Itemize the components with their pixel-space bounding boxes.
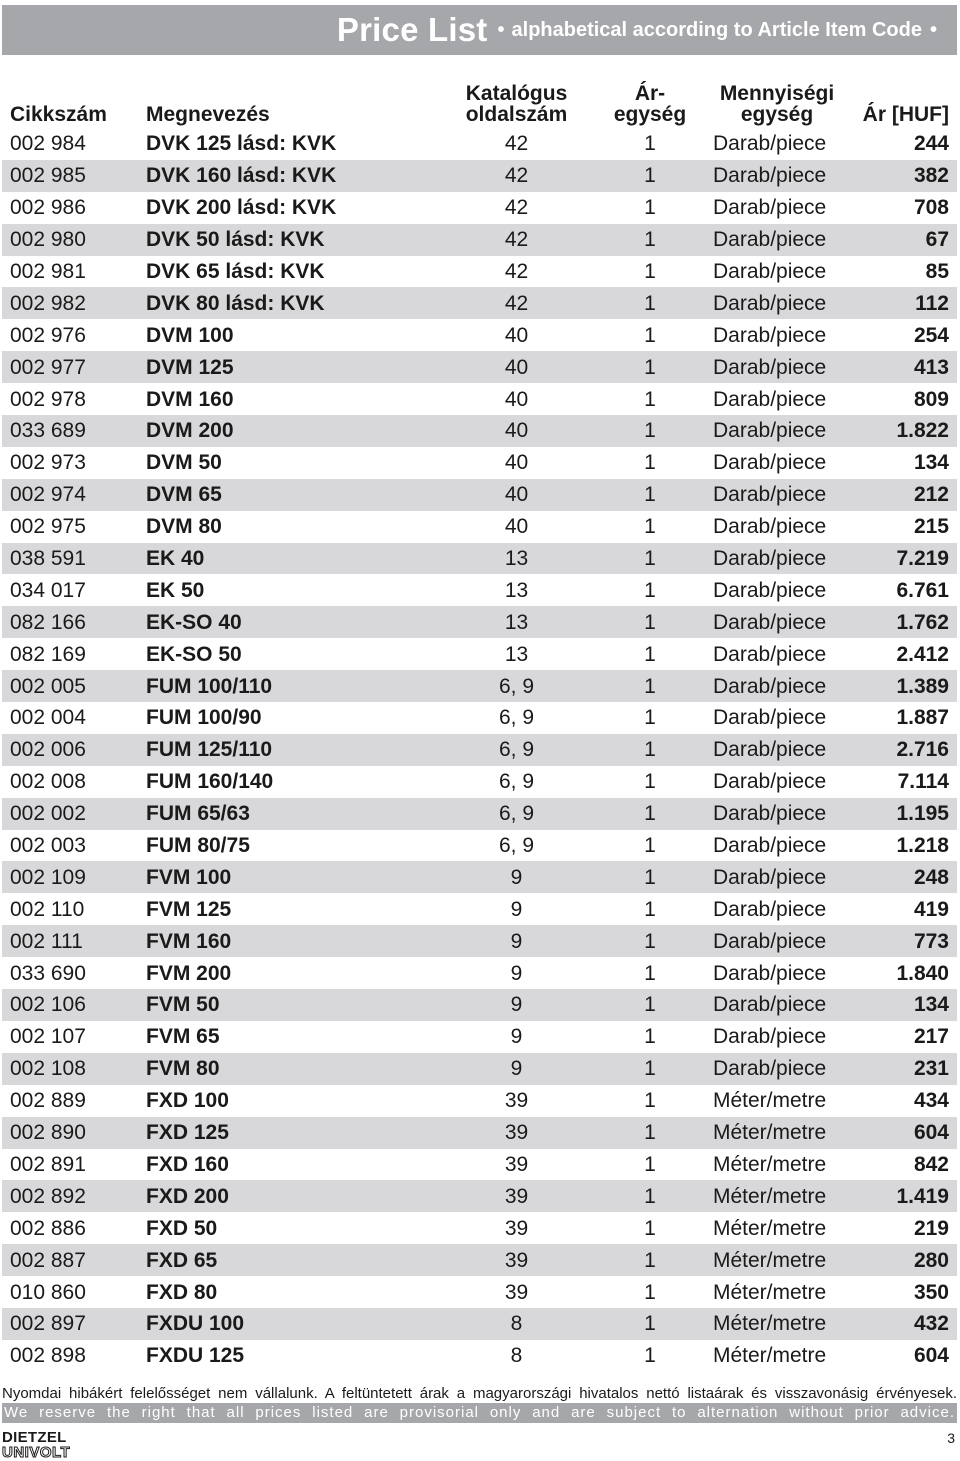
- cell-quantity-unit: Méter/metre: [713, 1152, 827, 1176]
- table-row: [2, 957, 957, 989]
- table-row: [2, 1212, 957, 1244]
- cell-code: 002 111: [2, 925, 146, 957]
- cell-code: 034 017: [10, 578, 86, 602]
- cell-price-unit: 1: [594, 1180, 706, 1212]
- cell-price: 434: [913, 1089, 949, 1113]
- table-row: [2, 256, 957, 288]
- table-row: [2, 925, 957, 957]
- cell-price: 809: [913, 387, 949, 411]
- table-row: [2, 702, 957, 734]
- cell-name: FVM 160: [146, 925, 439, 957]
- logo-line-univolt: UNIVOLT: [2, 1444, 71, 1461]
- cell-code: 002 982: [2, 287, 146, 319]
- cell-code: 002 986: [10, 196, 86, 220]
- cell-code: 002 890: [2, 1117, 146, 1149]
- cell-price-unit: 1: [594, 351, 706, 383]
- cell-catalog-page: 13: [439, 543, 594, 575]
- cell-catalog-page: 40: [504, 451, 529, 475]
- catalog-header-line2: oldalszám: [465, 103, 568, 126]
- cell-quantity-unit: Darab/piece: [713, 323, 827, 347]
- cell-name: FUM 65/63: [146, 798, 439, 830]
- cell-price: 280: [848, 1244, 957, 1276]
- cell-price-unit: 1: [644, 1025, 656, 1049]
- cell-catalog-page: 40: [504, 323, 529, 347]
- cell-price-unit: 1: [594, 670, 706, 702]
- cell-price: 1.840: [896, 961, 949, 985]
- cell-code: 002 108: [2, 1053, 146, 1085]
- cell-code: 082 166: [2, 606, 146, 638]
- cell-code: 002 977: [2, 351, 146, 383]
- cell-price-unit: 1: [644, 897, 656, 921]
- cell-price-unit: 1: [594, 798, 706, 830]
- table-row: [2, 128, 957, 160]
- table-row: [2, 1244, 957, 1276]
- cell-price: 212: [848, 479, 957, 511]
- cell-code: 002 109: [2, 861, 146, 893]
- unit-header-line2: egység: [613, 103, 687, 126]
- cell-price: 708: [913, 196, 949, 220]
- page-subtitle: alphabetical according to Article Item Code: [511, 18, 922, 41]
- cell-price-unit: 1: [594, 989, 706, 1021]
- cell-price-unit: 1: [644, 1216, 656, 1240]
- cell-catalog-page: 40: [504, 387, 529, 411]
- table-row: [2, 1021, 957, 1053]
- cell-price: 217: [913, 1025, 949, 1049]
- cell-catalog-page: 6, 9: [439, 734, 594, 766]
- cell-price-unit: 1: [594, 1308, 706, 1340]
- cell-name: EK 40: [146, 543, 439, 575]
- cell-catalog-page: 39: [439, 1244, 594, 1276]
- cell-name: EK-SO 50: [146, 642, 242, 666]
- cell-code: 002 889: [10, 1089, 86, 1113]
- cell-price-unit: 1: [644, 834, 656, 858]
- cell-catalog-page: 6, 9: [498, 834, 535, 858]
- cell-catalog-page: 9: [439, 1053, 594, 1085]
- cell-quantity-unit: Darab/piece: [713, 578, 827, 602]
- cell-quantity-unit: Méter/metre: [706, 1180, 848, 1212]
- cell-code: 002 981: [10, 260, 86, 283]
- cell-name: DVK 65 lásd: KVK: [146, 260, 325, 283]
- cell-price: 7.219: [848, 543, 957, 575]
- cell-price: 1.419: [848, 1180, 957, 1212]
- cell-name: DVM 125: [146, 351, 439, 383]
- cell-name: DVM 100: [146, 323, 234, 347]
- cell-price: 842: [913, 1152, 949, 1176]
- cell-catalog-page: 42: [504, 196, 529, 220]
- cell-price: 604: [913, 1344, 949, 1368]
- cell-name: EK 50: [146, 578, 205, 602]
- cell-price: 112: [848, 287, 957, 319]
- cell-name: FVM 80: [146, 1053, 439, 1085]
- cell-catalog-page: 39: [439, 1180, 594, 1212]
- cell-quantity-unit: Darab/piece: [713, 451, 827, 475]
- cell-quantity-unit: Darab/piece: [706, 798, 848, 830]
- cell-name: DVM 200: [146, 415, 439, 447]
- table-row: [2, 383, 957, 415]
- cell-quantity-unit: Darab/piece: [713, 1025, 827, 1049]
- cell-price: 1.887: [896, 706, 949, 730]
- cell-name: FVM 65: [146, 1025, 220, 1049]
- cell-quantity-unit: Darab/piece: [713, 770, 827, 794]
- cell-price-unit: 1: [594, 224, 706, 256]
- cell-quantity-unit: Darab/piece: [713, 387, 827, 411]
- page-title: Price List: [336, 11, 488, 48]
- cell-name: DVK 160 lásd: KVK: [146, 160, 439, 192]
- cell-code: 002 005: [2, 670, 146, 702]
- cell-code: 002 897: [2, 1308, 146, 1340]
- cell-price-unit: 1: [644, 260, 656, 283]
- cell-price-unit: 1: [594, 479, 706, 511]
- cell-price-unit: 1: [644, 1280, 656, 1304]
- cell-price-unit: 1: [644, 451, 656, 475]
- cell-quantity-unit: Darab/piece: [713, 706, 827, 730]
- cell-code: 002 891: [10, 1152, 86, 1176]
- table-row: [2, 351, 957, 383]
- cell-catalog-page: 39: [504, 1089, 529, 1113]
- cell-name: FUM 125/110: [146, 734, 439, 766]
- cell-name: DVK 80 lásd: KVK: [146, 287, 439, 319]
- cell-price-unit: 1: [594, 925, 706, 957]
- price-table: [2, 78, 957, 1372]
- cell-name: FXD 80: [146, 1280, 218, 1304]
- cell-price-unit: 1: [644, 132, 656, 156]
- cell-price-unit: 1: [644, 387, 656, 411]
- cell-code: 002 004: [10, 706, 86, 730]
- cell-quantity-unit: Méter/metre: [706, 1117, 848, 1149]
- cell-name: FUM 80/75: [146, 834, 250, 858]
- table-row: [2, 1340, 957, 1372]
- disclaimer-english: We reserve the right that all prices listed are provisorial only and are subject to alternation without prior advice.: [4, 1404, 955, 1421]
- cell-price: 248: [848, 861, 957, 893]
- cell-name: DVK 125 lásd: KVK: [146, 132, 337, 156]
- cell-catalog-page: 39: [439, 1117, 594, 1149]
- cell-name: FXD 160: [146, 1152, 229, 1176]
- table-row: [2, 511, 957, 543]
- cell-quantity-unit: Darab/piece: [713, 961, 827, 985]
- cell-price-unit: 1: [644, 642, 656, 666]
- cell-catalog-page: 40: [504, 515, 529, 539]
- cell-catalog-page: 8: [510, 1344, 523, 1368]
- cell-catalog-page: 8: [439, 1308, 594, 1340]
- cell-price: 1.195: [848, 798, 957, 830]
- cell-catalog-page: 40: [439, 479, 594, 511]
- table-row: [2, 893, 957, 925]
- cell-name: FXD 125: [146, 1117, 439, 1149]
- cell-price-unit: 1: [644, 578, 656, 602]
- cell-price: 85: [925, 260, 949, 283]
- cell-price-unit: 1: [644, 706, 656, 730]
- cell-price-unit: 1: [594, 543, 706, 575]
- cell-code: 002 892: [2, 1180, 146, 1212]
- table-row: [2, 1180, 957, 1212]
- quantity-header-line2: egység: [740, 103, 814, 126]
- cell-price: 1.762: [848, 606, 957, 638]
- cell-code: 010 860: [10, 1280, 86, 1304]
- cell-catalog-page: 6, 9: [439, 798, 594, 830]
- cell-code: 002 984: [10, 132, 86, 156]
- cell-name: FXD 50: [146, 1216, 218, 1240]
- cell-price-unit: 1: [594, 1244, 706, 1276]
- cell-quantity-unit: Darab/piece: [706, 734, 848, 766]
- cell-price: 1.389: [848, 670, 957, 702]
- cell-catalog-page: 9: [510, 1025, 523, 1049]
- cell-catalog-page: 42: [439, 287, 594, 319]
- cell-quantity-unit: Darab/piece: [706, 861, 848, 893]
- cell-code: 033 690: [10, 961, 86, 985]
- header-bullet: •: [497, 18, 505, 41]
- cell-quantity-unit: Méter/metre: [706, 1244, 848, 1276]
- cell-catalog-page: 39: [504, 1216, 529, 1240]
- cell-quantity-unit: Darab/piece: [706, 670, 848, 702]
- cell-price-unit: 1: [594, 734, 706, 766]
- cell-code: 002 106: [2, 989, 146, 1021]
- logo-line-dietzel: DIETZEL: [2, 1429, 67, 1446]
- table-row: [2, 192, 957, 224]
- cell-catalog-page: 13: [504, 578, 529, 602]
- cell-name: FXD 100: [146, 1089, 229, 1113]
- cell-price-unit: 1: [644, 1089, 656, 1113]
- cell-catalog-page: 40: [439, 351, 594, 383]
- cell-name: DVK 200 lásd: KVK: [146, 196, 337, 220]
- cell-code: 002 107: [10, 1025, 86, 1049]
- cell-quantity-unit: Darab/piece: [706, 287, 848, 319]
- cell-code: 002 975: [10, 515, 86, 539]
- cell-code: 002 003: [10, 834, 86, 858]
- table-row: [2, 287, 957, 319]
- cell-price: 2.716: [848, 734, 957, 766]
- cell-price-unit: 1: [644, 323, 656, 347]
- cell-code: 002 976: [10, 323, 86, 347]
- cell-quantity-unit: Darab/piece: [713, 642, 827, 666]
- table-row: [2, 798, 957, 830]
- cell-quantity-unit: Darab/piece: [713, 132, 827, 156]
- cell-price-unit: 1: [644, 961, 656, 985]
- cell-quantity-unit: Méter/metre: [706, 1308, 848, 1340]
- table-row: [2, 160, 957, 192]
- cell-price: 419: [913, 897, 949, 921]
- cell-name: FVM 100: [146, 861, 439, 893]
- cell-name: FVM 50: [146, 989, 439, 1021]
- cell-price: 350: [913, 1280, 949, 1304]
- cell-code: 002 973: [10, 451, 86, 475]
- cell-quantity-unit: Méter/metre: [713, 1344, 827, 1368]
- cell-quantity-unit: Darab/piece: [706, 224, 848, 256]
- cell-quantity-unit: Méter/metre: [713, 1216, 827, 1240]
- cell-code: 002 008: [10, 770, 86, 794]
- cell-catalog-page: 39: [504, 1280, 529, 1304]
- cell-quantity-unit: Darab/piece: [706, 351, 848, 383]
- cell-price: 382: [848, 160, 957, 192]
- cell-catalog-page: 42: [439, 160, 594, 192]
- catalog-header-line1: Katalógus: [465, 82, 568, 105]
- table-row: [2, 734, 957, 766]
- cell-price: 134: [913, 451, 949, 475]
- table-row: [2, 1053, 957, 1085]
- cell-price: 219: [913, 1216, 949, 1240]
- cell-price-unit: 1: [594, 160, 706, 192]
- cell-price: 432: [848, 1308, 957, 1340]
- cell-catalog-page: 39: [504, 1152, 529, 1176]
- cell-catalog-page: 9: [439, 861, 594, 893]
- table-row: [2, 766, 957, 798]
- cell-price: 604: [848, 1117, 957, 1149]
- table-row: [2, 830, 957, 862]
- cell-name: FUM 100/90: [146, 706, 262, 730]
- page-number: 3: [947, 1430, 955, 1446]
- page-header: [2, 5, 957, 55]
- cell-price-unit: 1: [594, 861, 706, 893]
- cell-catalog-page: 40: [439, 415, 594, 447]
- cell-name: FXDU 100: [146, 1308, 439, 1340]
- cell-quantity-unit: Méter/metre: [713, 1089, 827, 1113]
- cell-name: DVM 160: [146, 387, 234, 411]
- cell-price-unit: 1: [594, 606, 706, 638]
- unit-header-line1: Ár-: [634, 82, 666, 105]
- table-row: [2, 224, 957, 256]
- cell-price: 244: [913, 132, 949, 156]
- table-row: [2, 606, 957, 638]
- table-header-row: [2, 78, 957, 128]
- cell-catalog-page: 6, 9: [439, 670, 594, 702]
- cell-price-unit: 1: [644, 515, 656, 539]
- cell-catalog-page: 42: [439, 224, 594, 256]
- cell-price: 7.114: [897, 770, 949, 794]
- table-row: [2, 447, 957, 479]
- cell-price: 1.218: [896, 834, 949, 858]
- cell-catalog-page: 9: [510, 897, 523, 921]
- cell-code: 002 886: [10, 1216, 86, 1240]
- cell-quantity-unit: Darab/piece: [713, 897, 827, 921]
- cell-catalog-page: 42: [504, 260, 529, 283]
- cell-price-unit: 1: [594, 1053, 706, 1085]
- cell-price: 1.822: [848, 415, 957, 447]
- cell-code: 033 689: [2, 415, 146, 447]
- table-row: [2, 1308, 957, 1340]
- cell-price-unit: 1: [594, 415, 706, 447]
- column-header-name: Megnevezés: [146, 103, 270, 126]
- cell-name: EK-SO 40: [146, 606, 439, 638]
- cell-quantity-unit: Méter/metre: [713, 1280, 827, 1304]
- table-row: [2, 989, 957, 1021]
- cell-name: FUM 160/140: [146, 770, 274, 794]
- cell-name: FXD 200: [146, 1180, 439, 1212]
- cell-price-unit: 1: [594, 1117, 706, 1149]
- column-header-unit: [594, 78, 706, 128]
- cell-price-unit: 1: [644, 1152, 656, 1176]
- cell-price-unit: 1: [594, 287, 706, 319]
- table-row: [2, 670, 957, 702]
- cell-catalog-page: 42: [504, 132, 529, 156]
- cell-code: 002 887: [2, 1244, 146, 1276]
- column-header-catalog: [439, 78, 594, 128]
- cell-name: DVK 50 lásd: KVK: [146, 224, 439, 256]
- cell-quantity-unit: Darab/piece: [706, 415, 848, 447]
- table-row: [2, 1117, 957, 1149]
- cell-quantity-unit: Darab/piece: [713, 196, 827, 220]
- table-row: [2, 574, 957, 606]
- cell-code: 082 169: [10, 642, 86, 666]
- cell-quantity-unit: Darab/piece: [706, 1053, 848, 1085]
- cell-catalog-page: 6, 9: [498, 706, 535, 730]
- cell-code: 002 002: [2, 798, 146, 830]
- cell-code: 002 985: [2, 160, 146, 192]
- table-row: [2, 638, 957, 670]
- cell-price: 2.412: [896, 642, 949, 666]
- cell-catalog-page: 13: [504, 642, 529, 666]
- cell-code: 002 006: [2, 734, 146, 766]
- cell-code: 002 980: [2, 224, 146, 256]
- header-bullet-end: •: [929, 18, 937, 41]
- cell-name: FUM 100/110: [146, 670, 439, 702]
- cell-code: 038 591: [2, 543, 146, 575]
- cell-price: 215: [913, 515, 949, 539]
- company-logo: [2, 1430, 72, 1460]
- cell-name: FXDU 125: [146, 1344, 245, 1368]
- cell-quantity-unit: Darab/piece: [706, 989, 848, 1021]
- cell-code: 002 110: [10, 897, 85, 921]
- cell-quantity-unit: Darab/piece: [706, 925, 848, 957]
- cell-catalog-page: 9: [510, 961, 523, 985]
- table-row: [2, 319, 957, 351]
- cell-name: FVM 125: [146, 897, 232, 921]
- cell-code: 002 978: [10, 387, 86, 411]
- cell-name: DVM 50: [146, 451, 222, 475]
- cell-catalog-page: 9: [439, 989, 594, 1021]
- cell-price: 254: [913, 323, 949, 347]
- cell-price: 231: [848, 1053, 957, 1085]
- cell-quantity-unit: Darab/piece: [713, 515, 827, 539]
- column-header-quantity: [706, 78, 848, 128]
- cell-price-unit: 1: [644, 196, 656, 220]
- disclaimer-hungarian: Nyomdai hibákért felelősséget nem vállalunk. A feltüntetett árak a magyarországi hivatalos nettó listaárak és visszavonásig érvényesek.: [2, 1385, 957, 1402]
- cell-code: 002 898: [10, 1344, 86, 1368]
- cell-code: 002 974: [2, 479, 146, 511]
- table-row: [2, 1085, 957, 1117]
- table-row: [2, 543, 957, 575]
- cell-quantity-unit: Darab/piece: [706, 160, 848, 192]
- quantity-header-line1: Mennyiségi: [719, 82, 835, 105]
- cell-name: FXD 65: [146, 1244, 439, 1276]
- cell-quantity-unit: Darab/piece: [713, 834, 827, 858]
- cell-name: DVM 65: [146, 479, 439, 511]
- cell-name: FVM 200: [146, 961, 232, 985]
- cell-quantity-unit: Darab/piece: [713, 260, 827, 283]
- cell-quantity-unit: Darab/piece: [706, 479, 848, 511]
- cell-catalog-page: 9: [439, 925, 594, 957]
- cell-price: 67: [848, 224, 957, 256]
- cell-price: 413: [848, 351, 957, 383]
- cell-price-unit: 1: [644, 770, 656, 794]
- cell-price: 773: [848, 925, 957, 957]
- cell-price: 134: [848, 989, 957, 1021]
- table-row: [2, 861, 957, 893]
- column-header-code: Cikkszám: [10, 103, 107, 126]
- cell-quantity-unit: Darab/piece: [706, 606, 848, 638]
- table-row: [2, 1276, 957, 1308]
- cell-catalog-page: 13: [439, 606, 594, 638]
- table-row: [2, 479, 957, 511]
- cell-quantity-unit: Darab/piece: [706, 543, 848, 575]
- column-header-price: Ár [HUF]: [862, 103, 949, 126]
- table-row: [2, 415, 957, 447]
- cell-name: DVM 80: [146, 515, 222, 539]
- cell-catalog-page: 6, 9: [498, 770, 535, 794]
- cell-price: 6.761: [896, 578, 949, 602]
- cell-price-unit: 1: [644, 1344, 656, 1368]
- table-row: [2, 1149, 957, 1181]
